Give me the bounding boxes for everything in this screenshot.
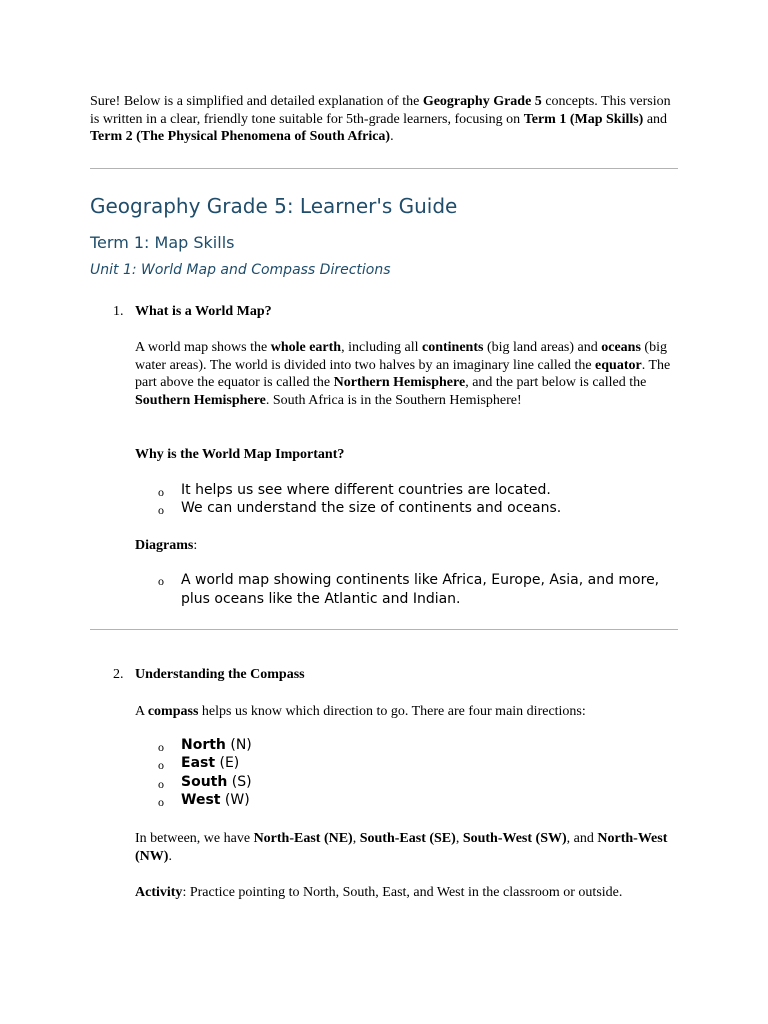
intro-bold-grade: Geography Grade 5 (422, 94, 542, 109)
activity-label: Activity (135, 885, 183, 900)
why-heading-text: Why is the World Map Important? (135, 447, 345, 462)
para-text: . The part above the equator is called the (135, 357, 671, 391)
para-text: A world map shows the (135, 340, 271, 355)
bullet-marker: o (158, 758, 164, 772)
divider (90, 629, 678, 630)
diagrams-label-text: Diagrams (135, 538, 194, 553)
para-bold: South-West (SW) (462, 831, 567, 846)
bullet-marker: o (158, 795, 164, 809)
bullet-marker: o (158, 503, 164, 517)
bullet-marker: o (158, 574, 164, 588)
intro-paragraph (90, 93, 680, 146)
compass-paragraph (135, 703, 680, 721)
intercardinal-paragraph (135, 830, 680, 865)
page-title: Geography Grade 5: Learner's Guide (90, 194, 458, 218)
para-text: , and (566, 831, 598, 846)
section-heading (135, 666, 680, 684)
para-bold: North-East (NE) (253, 831, 353, 846)
unit-heading: Unit 1: World Map and Compass Directions (90, 262, 391, 278)
section-number: 1. (113, 304, 124, 319)
direction-name: South (181, 774, 228, 790)
diagrams-colon: : (193, 538, 198, 553)
para-bold: North-West (NW) (135, 831, 668, 864)
bullet-marker: o (158, 485, 164, 499)
para-bold: equator (595, 357, 642, 373)
para-text: , including all (341, 340, 422, 355)
para-bold: continents (422, 340, 484, 355)
para-text: . (168, 848, 172, 864)
section-number: 2. (113, 667, 124, 682)
intro-text: concepts. This version is written in a clear, friendly tone suitable for 5th-grade learners, focusing on (90, 94, 671, 127)
direction-abbr: (N) (225, 737, 252, 753)
para-text: , (455, 831, 463, 846)
para-text: A (135, 704, 148, 719)
why-heading (135, 446, 680, 464)
para-text: In between, we have (135, 831, 254, 846)
para-text: , and the part below is called the (465, 375, 647, 391)
list-item: A world map showing continents like Africa, Europe, Asia, and more, plus oceans like the Atlantic and Indian. (181, 572, 660, 607)
activity-text: : Practice pointing to North, South, East, and West in the classroom or outside. (182, 885, 623, 900)
activity-paragraph (135, 884, 680, 902)
section-heading (135, 303, 680, 321)
para-bold: Southern Hemisphere (135, 392, 266, 408)
direction-abbr: (W) (220, 792, 250, 808)
para-bold: South-East (SE) (359, 831, 456, 846)
intro-text: and (643, 111, 668, 127)
diagrams-label (135, 537, 680, 555)
para-text: . South Africa is in the Southern Hemisphere! (265, 392, 522, 408)
direction-name: East (181, 755, 216, 771)
direction-item (181, 736, 671, 755)
list-item: We can understand the size of continents and oceans. (181, 500, 562, 516)
world-map-paragraph (135, 339, 680, 409)
para-bold: Northern Hemisphere (333, 375, 466, 391)
divider (90, 168, 678, 169)
intro-text: Sure! Below is a simplified and detailed explanation of the (90, 94, 423, 109)
term-heading: Term 1: Map Skills (90, 233, 235, 252)
para-text: (big land areas) and (483, 340, 602, 355)
para-text: , (352, 831, 360, 846)
para-bold: oceans (601, 340, 641, 355)
para-text: (big water areas). The world is divided into two halves by an imaginary line called the (135, 340, 667, 373)
list-item: It helps us see where different countries are located. (181, 482, 551, 498)
section-heading-text: Understanding the Compass (135, 667, 305, 682)
direction-abbr: (S) (227, 774, 252, 790)
para-bold: compass (147, 704, 199, 719)
intro-text: . (390, 129, 394, 145)
bullet-marker: o (158, 740, 164, 754)
direction-item (181, 754, 671, 773)
bullet-marker: o (158, 777, 164, 791)
direction-name: West (181, 792, 221, 808)
direction-item (181, 773, 671, 792)
intro-bold-term1: Term 1 (Map Skills) (523, 111, 644, 127)
section-heading-text: What is a World Map? (135, 304, 272, 319)
direction-name: North (181, 737, 226, 753)
direction-item (181, 791, 671, 810)
para-text: helps us know which direction to go. There are four main directions: (198, 704, 586, 719)
para-bold: whole earth (270, 340, 342, 355)
direction-abbr: (E) (215, 755, 240, 771)
intro-bold-term2: Term 2 (The Physical Phenomena of South Africa) (90, 129, 391, 145)
